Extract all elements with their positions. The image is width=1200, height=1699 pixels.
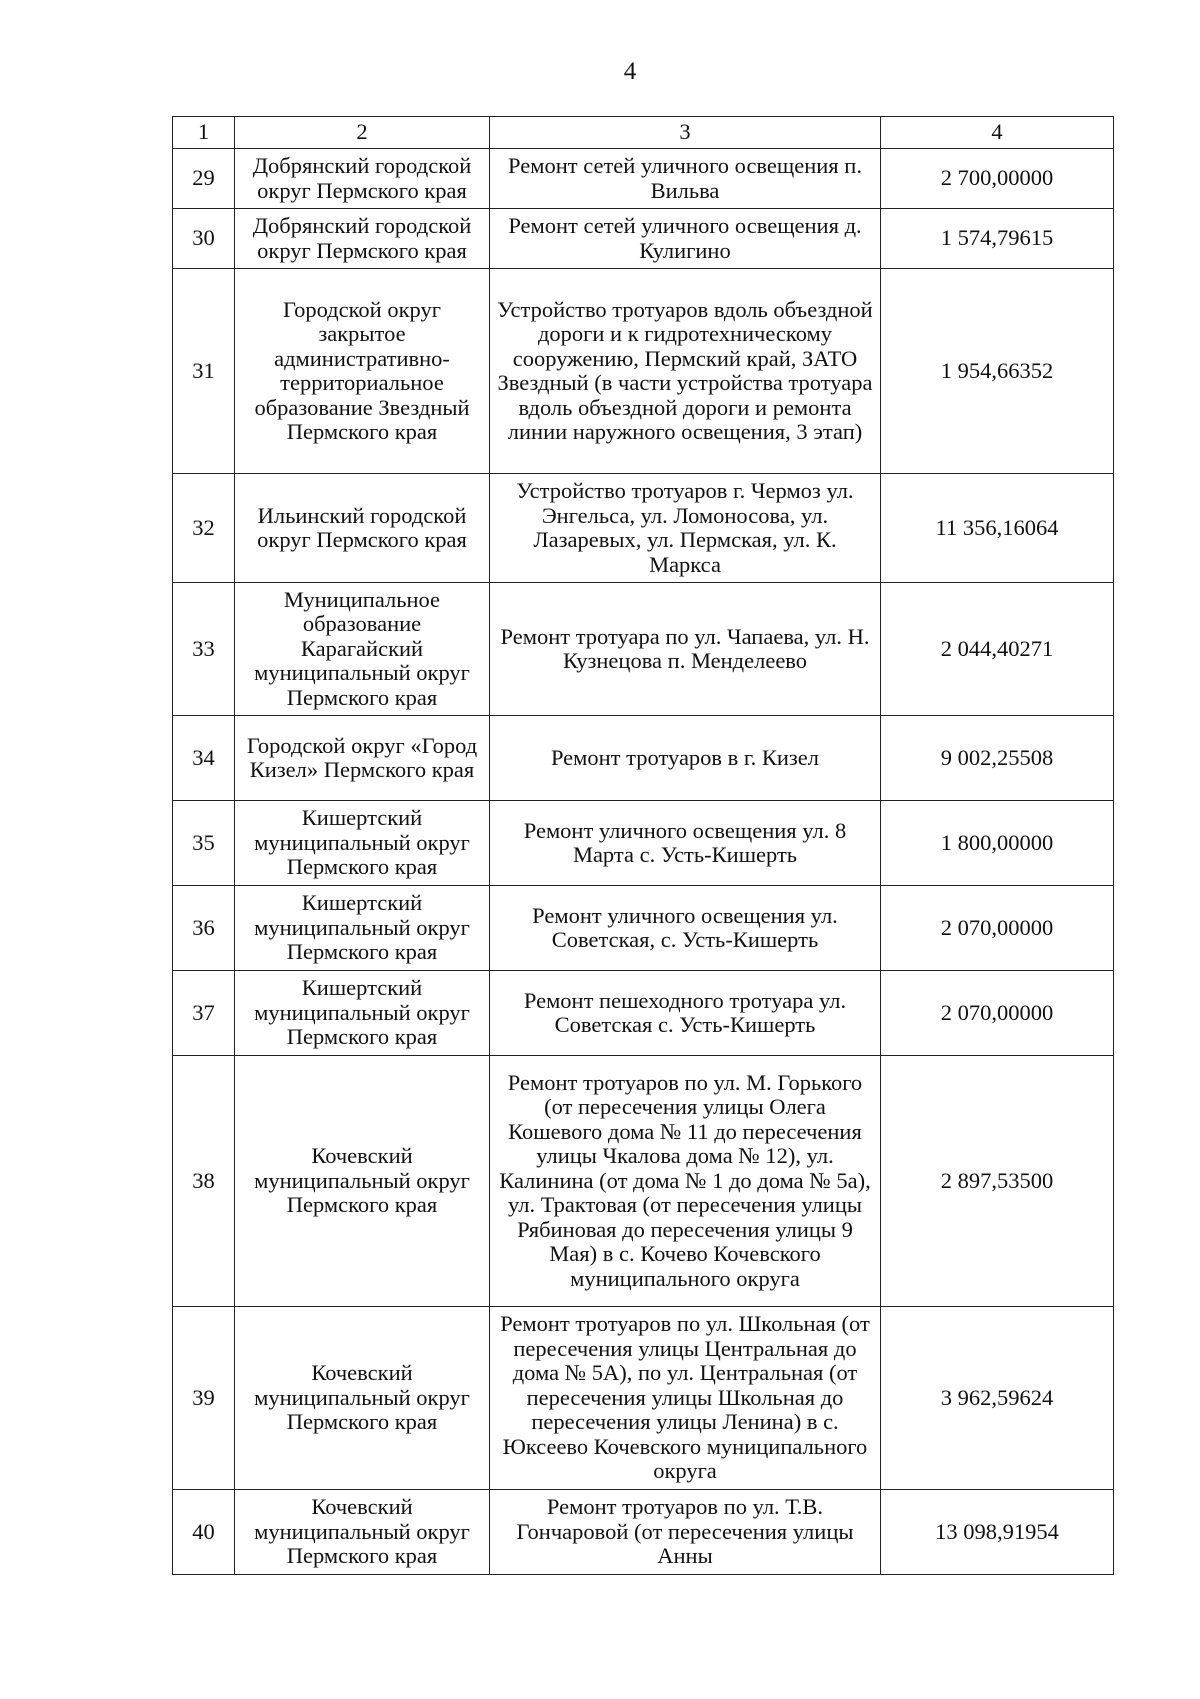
table-row bbox=[173, 971, 1114, 1056]
amount-cell: 2 044,40271 bbox=[881, 583, 1114, 716]
row-number: 38 bbox=[173, 1056, 235, 1307]
header-cell-3: 3 bbox=[490, 117, 881, 149]
work-description-cell: Устройство тротуаров вдоль объездной дороги и к гидротехническому сооружению, Пермский край, ЗАТО Звездный (в части устройства тротуара вдоль объездной дороги и ремонта линии наружного освещения, 3 этап) bbox=[490, 269, 881, 474]
municipality-cell: Добрянский городской округ Пермского края bbox=[235, 149, 490, 209]
table-row bbox=[173, 801, 1114, 886]
work-description-cell: Ремонт уличного освещения ул. Советская, с. Усть-Кишерть bbox=[490, 886, 881, 971]
table-row bbox=[173, 269, 1114, 474]
row-number: 31 bbox=[173, 269, 235, 474]
table-row bbox=[173, 1490, 1114, 1575]
work-description-cell: Ремонт тротуаров в г. Кизел bbox=[490, 716, 881, 801]
amount-cell: 3 962,59624 bbox=[881, 1307, 1114, 1490]
amount-cell: 2 070,00000 bbox=[881, 971, 1114, 1056]
header-cell-1: 1 bbox=[173, 117, 235, 149]
table-row bbox=[173, 716, 1114, 801]
table-row bbox=[173, 474, 1114, 583]
amount-cell: 1 954,66352 bbox=[881, 269, 1114, 474]
work-description-cell: Ремонт сетей уличного освещения п. Вильва bbox=[490, 149, 881, 209]
table-row bbox=[173, 149, 1114, 209]
amount-cell: 1 574,79615 bbox=[881, 209, 1114, 269]
row-number: 40 bbox=[173, 1490, 235, 1575]
municipality-cell: Городской округ закрытое административно-территориальное образование Звездный Пермского края bbox=[235, 269, 490, 474]
allocation-table bbox=[172, 116, 1114, 1575]
work-description-cell: Ремонт тротуаров по ул. Школьная (от пересечения улицы Центральная до дома № 5А), по ул. Центральная (от пересечения улицы Школьная до пересечения улицы Ленина) в с. Юксеево Кочевского муниципального округа bbox=[490, 1307, 881, 1490]
work-description-cell: Ремонт пешеходного тротуара ул. Советская с. Усть-Кишерть bbox=[490, 971, 881, 1056]
row-number: 30 bbox=[173, 209, 235, 269]
row-number: 39 bbox=[173, 1307, 235, 1490]
municipality-cell: Кишертский муниципальный округ Пермского края bbox=[235, 971, 490, 1056]
amount-cell: 1 800,00000 bbox=[881, 801, 1114, 886]
amount-cell: 2 700,00000 bbox=[881, 149, 1114, 209]
row-number: 32 bbox=[173, 474, 235, 583]
table-row bbox=[173, 209, 1114, 269]
header-cell-2: 2 bbox=[235, 117, 490, 149]
work-description-cell: Устройство тротуаров г. Чермоз ул. Энгельса, ул. Ломоносова, ул. Лазаревых, ул. Пермская, ул. К. Маркса bbox=[490, 474, 881, 583]
table-row bbox=[173, 583, 1114, 716]
work-description-cell: Ремонт уличного освещения ул. 8 Марта с. Усть-Кишерть bbox=[490, 801, 881, 886]
table-row bbox=[173, 1307, 1114, 1490]
row-number: 37 bbox=[173, 971, 235, 1056]
work-description-cell: Ремонт тротуаров по ул. Т.В. Гончаровой (от пересечения улицы Анны bbox=[490, 1490, 881, 1575]
table-row bbox=[173, 886, 1114, 971]
page-number: 4 bbox=[623, 58, 637, 85]
work-description-cell: Ремонт тротуаров по ул. М. Горького (от пересечения улицы Олега Кошевого дома № 11 до пересечения улицы Чкалова дома № 12), ул. Калинина (от дома № 1 до дома № 5а), ул. Трактовая (от пересечения улицы Рябиновая до пересечения улицы 9 Мая) в с. Кочево Кочевского муниципального округа bbox=[490, 1056, 881, 1307]
amount-cell: 9 002,25508 bbox=[881, 716, 1114, 801]
table-header-row bbox=[173, 117, 1114, 149]
municipality-cell: Ильинский городской округ Пермского края bbox=[235, 474, 490, 583]
municipality-cell: Добрянский городской округ Пермского края bbox=[235, 209, 490, 269]
table-row bbox=[173, 1056, 1114, 1307]
header-cell-4: 4 bbox=[881, 117, 1114, 149]
municipality-cell: Кишертский муниципальный округ Пермского края bbox=[235, 801, 490, 886]
amount-cell: 11 356,16064 bbox=[881, 474, 1114, 583]
row-number: 36 bbox=[173, 886, 235, 971]
amount-cell: 2 070,00000 bbox=[881, 886, 1114, 971]
municipality-cell: Кочевский муниципальный округ Пермского края bbox=[235, 1307, 490, 1490]
row-number: 34 bbox=[173, 716, 235, 801]
row-number: 35 bbox=[173, 801, 235, 886]
work-description-cell: Ремонт тротуара по ул. Чапаева, ул. Н. Кузнецова п. Менделеево bbox=[490, 583, 881, 716]
municipality-cell: Городской округ «Город Кизел» Пермского края bbox=[235, 716, 490, 801]
amount-cell: 13 098,91954 bbox=[881, 1490, 1114, 1575]
row-number: 29 bbox=[173, 149, 235, 209]
municipality-cell: Кочевский муниципальный округ Пермского края bbox=[235, 1490, 490, 1575]
municipality-cell: Муниципальное образование Карагайский муниципальный округ Пермского края bbox=[235, 583, 490, 716]
municipality-cell: Кишертский муниципальный округ Пермского края bbox=[235, 886, 490, 971]
amount-cell: 2 897,53500 bbox=[881, 1056, 1114, 1307]
work-description-cell: Ремонт сетей уличного освещения д. Кулигино bbox=[490, 209, 881, 269]
row-number: 33 bbox=[173, 583, 235, 716]
municipality-cell: Кочевский муниципальный округ Пермского края bbox=[235, 1056, 490, 1307]
